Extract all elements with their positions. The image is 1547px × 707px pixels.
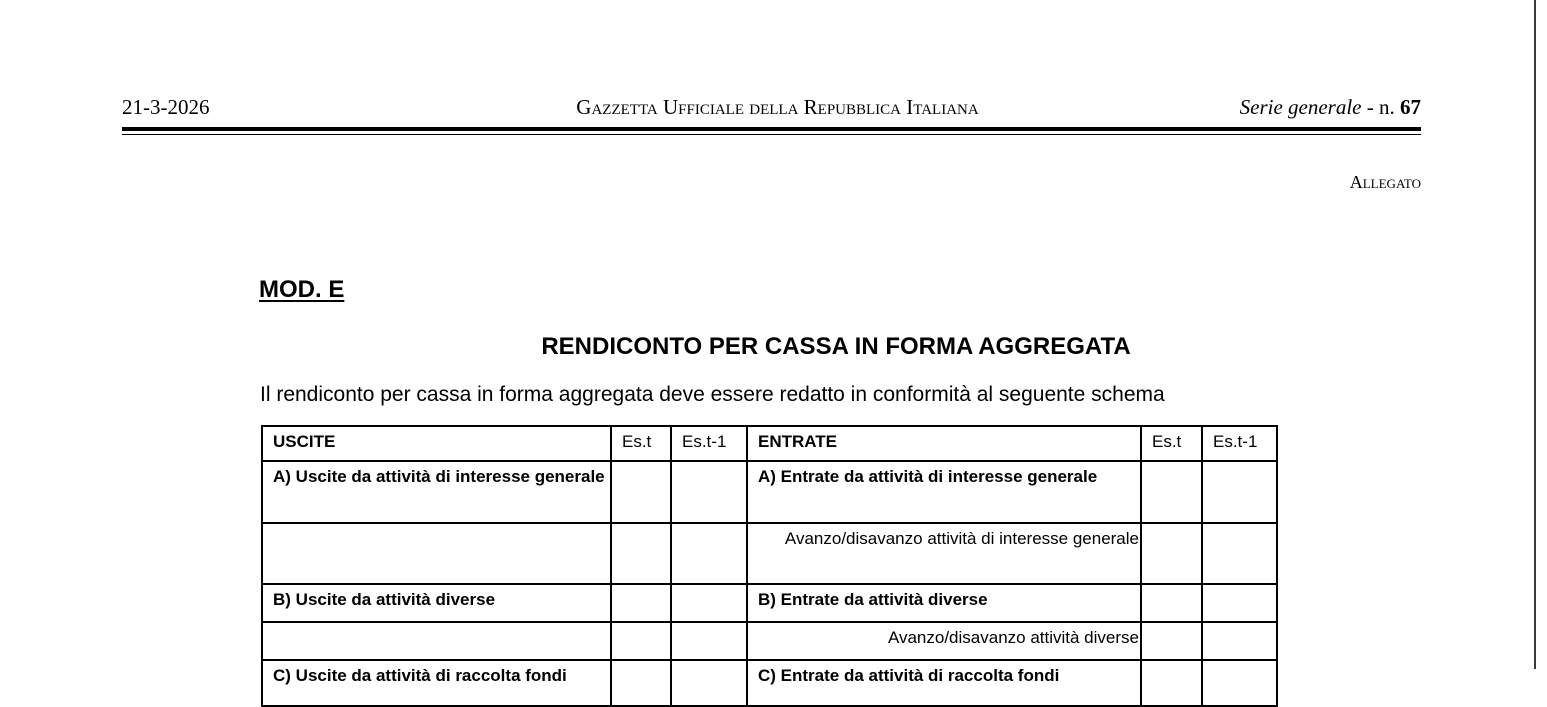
uscite-label	[262, 622, 611, 660]
uscite-value-cell	[671, 523, 747, 584]
uscite-value-cell	[611, 660, 671, 706]
table-row	[262, 584, 1277, 622]
header-uscite: USCITE	[262, 426, 611, 461]
entrate-value-cell	[1202, 523, 1277, 584]
entrate-value-cell	[1141, 584, 1202, 622]
uscite-value-cell	[671, 622, 747, 660]
entrate-label: Avanzo/disavanzo attività di interesse generale	[747, 523, 1141, 584]
entrate-value-cell	[1202, 461, 1277, 523]
gazette-series	[1240, 95, 1421, 119]
uscite-value-cell	[671, 461, 747, 523]
series-separator: - n.	[1361, 95, 1400, 119]
uscite-value-cell	[611, 622, 671, 660]
uscite-label: C) Uscite da attività di raccolta fondi	[262, 660, 611, 706]
gazette-title: Gazzetta Ufficiale della Repubblica Italiana	[576, 95, 979, 119]
table-header-row	[262, 426, 1277, 461]
uscite-label: B) Uscite da attività diverse	[262, 584, 611, 622]
entrate-label: C) Entrate da attività di raccolta fondi	[747, 660, 1141, 706]
uscite-label	[262, 523, 611, 584]
table-row	[262, 660, 1277, 706]
header-uscite-es-t: Es.t	[611, 426, 671, 461]
entrate-value-cell	[1141, 660, 1202, 706]
entrate-label: Avanzo/disavanzo attività diverse	[747, 622, 1141, 660]
entrate-value-cell	[1202, 622, 1277, 660]
gazette-date: 21-3-2026	[122, 95, 210, 119]
entrate-label: B) Entrate da attività diverse	[747, 584, 1141, 622]
uscite-value-cell	[611, 523, 671, 584]
intro-text: Il rendiconto per cassa in forma aggregata deve essere redatto in conformità al seguente schema	[260, 383, 1165, 406]
entrate-value-cell	[1141, 622, 1202, 660]
table-row	[262, 523, 1277, 584]
table-row	[262, 461, 1277, 523]
header-entrate-es-t: Es.t	[1141, 426, 1202, 461]
header-entrate-es-t1: Es.t-1	[1202, 426, 1277, 461]
series-name: Serie generale	[1239, 95, 1362, 119]
header-uscite-es-t1: Es.t-1	[671, 426, 747, 461]
document-title: RENDICONTO PER CASSA IN FORMA AGGREGATA	[541, 333, 1131, 360]
entrate-label: A) Entrate da attività di interesse generale	[747, 461, 1141, 523]
header-rule-thin	[122, 134, 1421, 135]
uscite-label: A) Uscite da attività di interesse generale	[262, 461, 611, 523]
uscite-value-cell	[671, 584, 747, 622]
uscite-value-cell	[611, 461, 671, 523]
uscite-value-cell	[611, 584, 671, 622]
header-rule-thick	[122, 127, 1421, 131]
cash-statement-table	[261, 425, 1278, 707]
table-row	[262, 622, 1277, 660]
module-label: MOD. E	[259, 276, 345, 303]
annex-label: Allegato	[1349, 172, 1421, 192]
entrate-value-cell	[1202, 660, 1277, 706]
uscite-value-cell	[671, 660, 747, 706]
header-entrate: ENTRATE	[747, 426, 1141, 461]
entrate-value-cell	[1141, 461, 1202, 523]
entrate-value-cell	[1141, 523, 1202, 584]
series-number: 67	[1400, 95, 1421, 119]
entrate-value-cell	[1202, 584, 1277, 622]
